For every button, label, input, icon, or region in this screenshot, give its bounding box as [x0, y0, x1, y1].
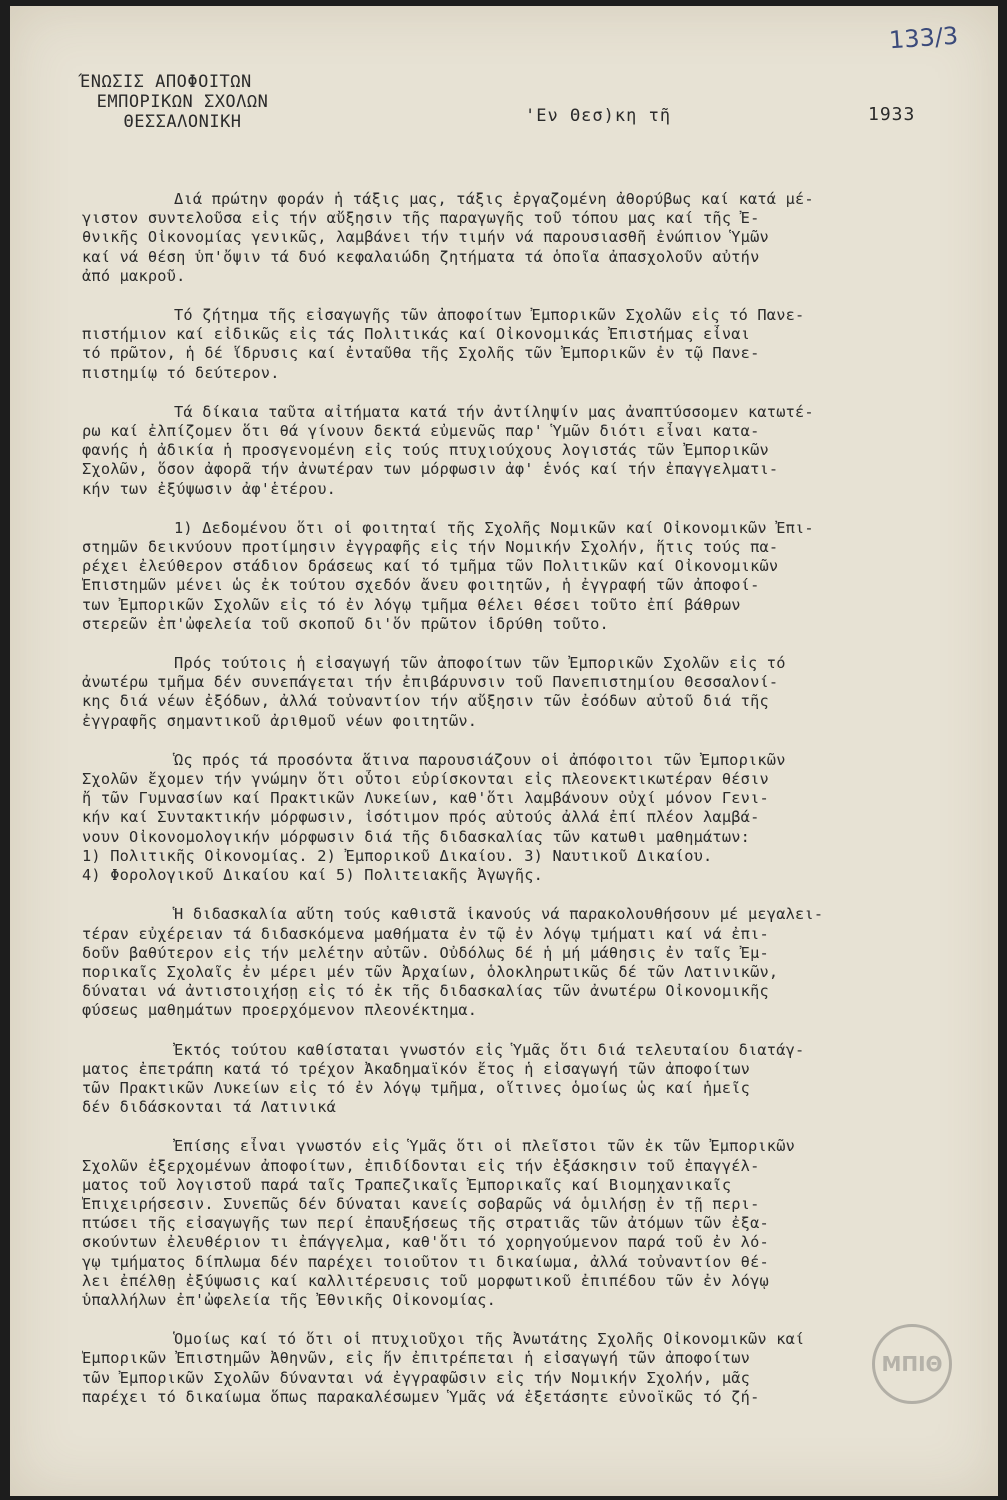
paragraph	[82, 750, 986, 885]
text-line: 1) Δεδομένου ὅτι οἱ φοιτηταί τῆς Σχολῆς Νομικῶν καί Οἰκονομικῶν Ἐπι-	[174, 518, 814, 537]
paragraph	[82, 654, 986, 731]
text-line: πιστημίῳ τό δεύτερον.	[82, 363, 280, 382]
text-line: Σχολῶν, ὅσον ἀφορᾶ τήν ἀνωτέραν των μόρφωσιν ἀφ' ἑνός καί τήν ἐπαγγελματι-	[82, 460, 779, 479]
sender-line-2: ΕΜΠΟΡΙΚΩΝ ΣΧΟΛΩΝ	[96, 92, 269, 112]
text-line: θνικῆς Οἰκονομίας γενικῶς, λαμβάνει τήν τιμήν νά παρουσιασθῆ ἐνώπιον Ὑμῶν	[82, 228, 769, 247]
text-line: ματος τοῦ λογιστοῦ παρά ταῖς Τραπεζικαῖς Ἐμπορικαῖς καί Βιομηχανικαῖς	[82, 1175, 732, 1194]
text-line: νουν Οἰκονομολογικήν μόρφωσιν διά τῆς διδασκαλίας τῶν κατωθι μαθημάτων:	[82, 827, 751, 846]
text-line: Σχολῶν ἐξερχομένων ἀποφοίτων, ἐπιδίδονται εἰς τήν ἐξάσκησιν τοῦ ἐπαγγέλ-	[82, 1156, 760, 1175]
text-line: ἀπό μακροῦ.	[82, 266, 186, 285]
text-line: τῶν Ἐμπορικῶν Σχολῶν δύνανται νά ἐγγραφῶσιν εἰς τήν Νομικήν Σχολήν, μᾶς	[82, 1368, 751, 1387]
paragraph	[82, 1330, 986, 1407]
text-line: Ἐμπορικῶν Ἐπιστημῶν Ἀθηνῶν, εἰς ἥν ἐπιτρέπεται ἡ εἰσαγωγή τῶν ἀποφοίτων	[82, 1349, 751, 1368]
text-line: κήν καί Συντακτικήν μόρφωσιν, ἰσότιμον πρός αὐτούς ἀλλά ἐπί πλέον λαμβά-	[82, 808, 760, 827]
text-line: καί νά θέση ὑπ'ὄψιν τά δυό κεφαλαιώδη ζητήματα τά ὁποῖα ἀπασχολοῦν αὐτήν	[82, 247, 760, 266]
text-line: Τό ζήτημα τῆς εἰσαγωγῆς τῶν ἀποφοίτων Ἐμπορικῶν Σχολῶν εἰς τό Πανε-	[174, 306, 805, 325]
text-line: φύσεως μαθημάτων προερχόμενον πλεονέκτημα.	[82, 1001, 478, 1020]
sender-line-3: ΘΕΣΣΑΛΟΝΙΚΗ	[123, 112, 242, 132]
text-line: κήν των ἐξύψωσιν ἀφ'ἑτέρου.	[82, 479, 337, 498]
text-line: Σχολῶν ἔχομεν τήν γνώμην ὅτι οὗτοι εὑρίσκονται εἰς πλεονεκτικωτέραν θέσιν	[82, 770, 769, 789]
text-line: δέν διδάσκονται τά Λατινικά	[82, 1098, 337, 1117]
text-line: Ἐκτός τούτου καθίσταται γνωστόν εἰς Ὑμᾶς ὅτι διά τελευταίου διατάγ-	[174, 1040, 805, 1059]
text-line: παρέχει τό δικαίωμα ὅπως παρακαλέσωμεν Ὑμᾶς νά ἐξετάσητε εὐνοϊκῶς τό ζή-	[82, 1387, 760, 1406]
text-line: Ὡς πρός τά προσόντα ἅτινα παρουσιάζουν οἱ ἀπόφοιτοι τῶν Ἐμπορικῶν	[174, 750, 786, 769]
paragraph	[82, 1137, 986, 1310]
archive-stamp: ΜΠΙΘ	[872, 1324, 952, 1404]
paragraph	[82, 905, 986, 1020]
text-line: τῶν Πρακτικῶν Λυκείων εἰς τό ἐν λόγῳ τμῆμα, οἵτινες ὁμοίως ὡς καί ἡμεῖς	[82, 1078, 751, 1097]
text-line: πιστήμιον καί εἰδικῶς εἰς τάς Πολιτικάς καί Οἰκονομικάς Ἐπιστήμας εἶναι	[82, 325, 751, 344]
text-line: ματος ἐπετράπη κατά τό τρέχον Ἀκαδημαϊκόν ἔτος ἡ εἰσαγωγή τῶν ἀποφοίτων	[82, 1059, 751, 1078]
paragraph	[82, 306, 986, 383]
text-line: δοῦν βαθύτερον εἰς τήν μελέτην αὐτῶν. Οὐδόλως δέ ἡ μή μάθησις ἐν ταῖς Ἐμ-	[82, 943, 769, 962]
paragraph	[82, 402, 986, 499]
text-line: 1) Πολιτικῆς Οἰκονομίας. 2) Ἐμπορικοῦ Δικαίου. 3) Ναυτικοῦ Δικαίου.	[82, 846, 713, 865]
letter-body	[82, 190, 986, 1427]
text-line: Ἐπίσης εἶναι γνωστόν εἰς Ὑμᾶς ὅτι οἱ πλεῖστοι τῶν ἐκ τῶν Ἐμπορικῶν	[174, 1137, 796, 1156]
text-line: γιστον συντελοῦσα εἰς τήν αὔξησιν τῆς παραγωγῆς τοῦ τόπου μας καί τῆς Ἐ-	[82, 209, 760, 228]
text-line: ρω καί ἐλπίζομεν ὅτι θά γίνουν δεκτά εὐμενῶς παρ' Ὑμῶν διότι εἶναι κατα-	[82, 422, 760, 441]
document-page	[10, 6, 998, 1496]
text-line: ρέχει ἐλεύθερον στάδιον δράσεως καί τό τμῆμα τῶν Πολιτικῶν καί Οἰκονομικῶν	[82, 557, 779, 576]
text-line: τό πρῶτον, ἡ δέ ἵδρυσις καί ἐνταῦθα τῆς Σχολῆς τῶν Ἐμπορικῶν ἐν τῷ Πανε-	[82, 344, 760, 363]
paragraph	[82, 518, 986, 634]
archive-reference: 133/3	[887, 21, 959, 55]
text-line: Ἡ διδασκαλία αὕτη τούς καθιστᾶ ἱκανούς νά παρακολουθήσουν μέ μεγαλει-	[174, 905, 824, 924]
text-line: ἤ τῶν Γυμνασίων καί Πρακτικῶν Λυκείων, καθ'ὅτι λαμβάνουν οὐχί μόνον Γενι-	[82, 789, 769, 808]
paragraph	[82, 190, 986, 286]
text-line: Ἐπιχειρήσεσιν. Συνεπῶς δέν δύναται κανείς σοβαρῶς νά ὁμιλήσῃ ἐν τῇ περι-	[82, 1194, 760, 1213]
text-line: τέραν εὐχέρειαν τά διδασκόμενα μαθήματα ἐν τῷ ἐν λόγῳ τμήματι καί νά ἐπι-	[82, 924, 769, 943]
text-line: Ἐπιστημῶν μένει ὡς ἐκ τούτου σχεδόν ἄνευ φοιτητῶν, ἡ ἐγγραφή τῶν ἀποφοί-	[82, 576, 760, 595]
text-line: σκούντων ἐλευθέριον τι ἐπάγγελμα, καθ'ὅτι τό χορηγούμενον παρά τοῦ ἐν λό-	[82, 1233, 769, 1252]
text-line: στημῶν δεικνύουν προτίμησιν ἐγγραφῆς εἰς τήν Νομικήν Σχολήν, ἥτις τούς πα-	[82, 538, 779, 557]
text-line: Πρός τούτοις ἡ εἰσαγωγή τῶν ἀποφοίτων τῶν Ἐμπορικῶν Σχολῶν εἰς τό	[174, 654, 786, 673]
text-line: φανής ἡ ἀδικία ἡ προσγενομένη εἰς τούς πτυχιούχους λογιστάς τῶν Ἐμπορικῶν	[82, 441, 769, 460]
text-line: στερεῶν ἐπ'ὠφελεία τοῦ σκοποῦ δι'ὅν πρῶτον ἱδρύθη τοῦτο.	[82, 614, 609, 633]
text-line: κης διά νέων ἐξόδων, ἀλλά τοὐναντίον τήν αὔξησιν τῶν ἐσόδων αὐτοῦ διά τῆς	[82, 692, 769, 711]
text-line: των Ἐμπορικῶν Σχολῶν εἰς τό ἐν λόγῳ τμῆμα θέλει θέσει τοῦτο ἐπί βάθρων	[82, 595, 741, 614]
text-line: δύναται νά ἀντιστοιχήσῃ εἰς τό ἐκ τῆς διδασκαλίας τῶν ἀνωτέρω Οἰκονομικῆς	[82, 982, 769, 1001]
place-date: 'Εν Θεσ)κη τῆ	[525, 106, 672, 126]
text-line: Ὁμοίως καί τό ὅτι οἱ πτυχιοῦχοι τῆς Ἀνωτάτης Σχολῆς Οἰκονομικῶν καί	[174, 1330, 805, 1349]
text-line: 4) Φορολογικοῦ Δικαίου καί 5) Πολιτειακῆς Ἀγωγῆς.	[82, 866, 544, 885]
text-line: λει ἐπέλθῃ ἐξύψωσις καί καλλιτέρευσις τοῦ μορφωτικοῦ ἐπιπέδου τῶν ἐν λόγῳ	[82, 1271, 769, 1290]
text-line: ἐγγραφῆς σημαντικοῦ ἀριθμοῦ νέων φοιτητῶν.	[82, 711, 478, 730]
paragraph	[82, 1040, 986, 1118]
text-line: Τά δίκαια ταῦτα αἰτήματα κατά τήν ἀντίληψίν μας ἀναπτύσσομεν κατωτέ-	[174, 402, 814, 421]
text-line: ἀνωτέρω τμῆμα δέν συνεπάγεται τήν ἐπιβάρυνσιν τοῦ Πανεπιστημίου Θεσσαλονί-	[82, 673, 779, 692]
sender-header	[80, 72, 285, 132]
text-line: πορικαῖς Σχολαῖς ἐν μέρει μέν τῶν Ἀρχαίων, ὁλοκληρωτικῶς δέ τῶν Λατινικῶν,	[82, 962, 779, 981]
sender-line-1: ΈΝΩΣΙΣ ΑΠΟΦΟΙΤΩΝ	[80, 72, 252, 92]
text-line: ὑπαλλήλων ἐπ'ὠφελεία τῆς Ἐθνικῆς Οἰκονομίας.	[82, 1290, 497, 1309]
text-line: γῳ τμήματος δίπλωμα δέν παρέχει τοιοῦτον τι δικαίωμα, ἀλλά τοὐναντίον θέ-	[82, 1252, 769, 1271]
text-line: πτώσει τῆς εἰσαγωγῆς των περί ἐπαυξήσεως τῆς στρατιᾶς τῶν ἀτόμων τῶν ἐξα-	[82, 1214, 769, 1233]
text-line: Διά πρώτην φοράν ἡ τάξις μας, τάξις ἐργαζομένη ἀθορύβως καί κατά μέ-	[174, 190, 814, 208]
year: 1933	[868, 104, 916, 125]
